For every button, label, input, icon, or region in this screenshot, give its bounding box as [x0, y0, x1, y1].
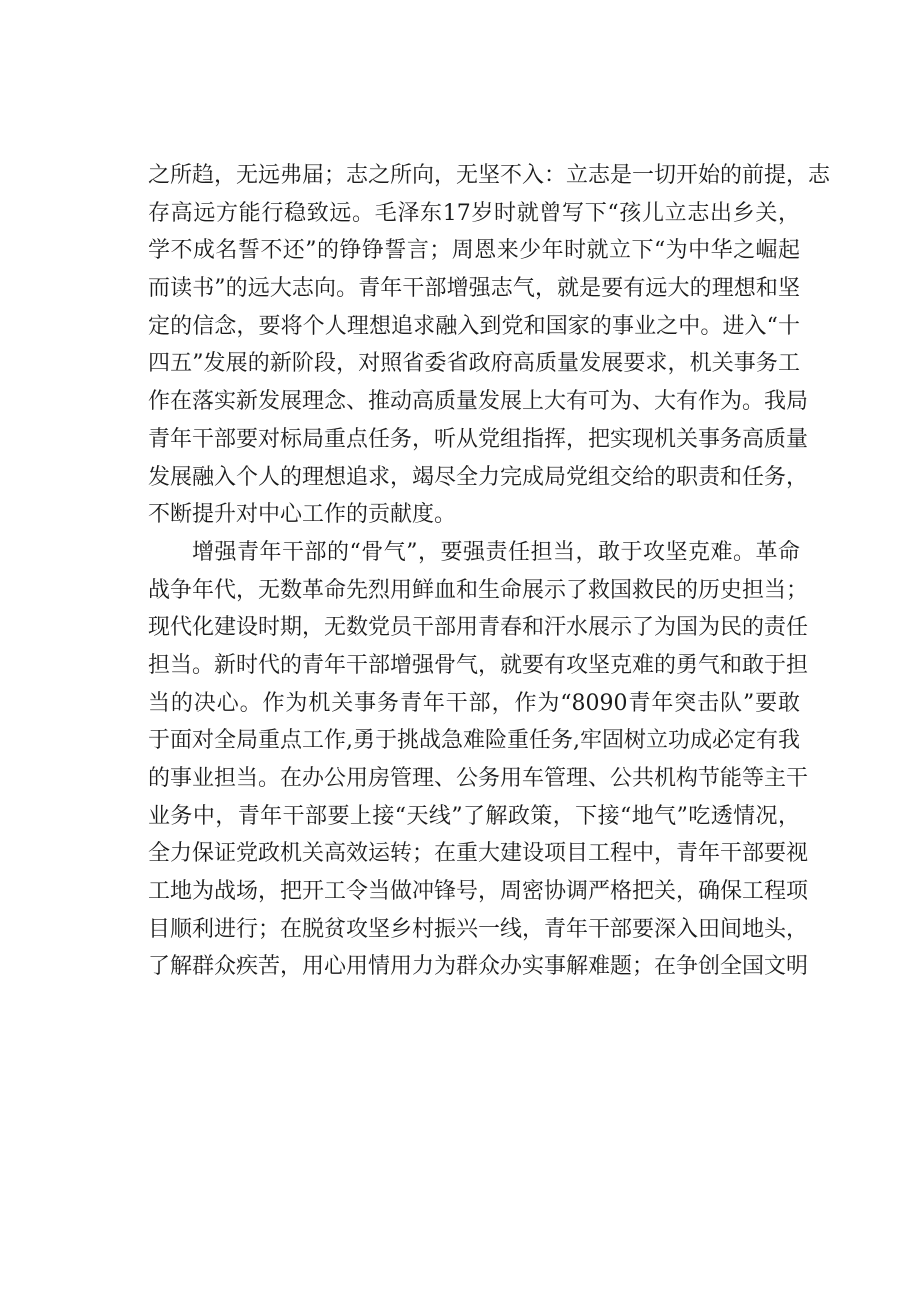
text-line: 战争年代，无数革命先烈用鲜血和生命展示了救国救民的历史担当； [148, 577, 809, 603]
text-line: 了解群众疾苦，用心用情用力为群众办实事解难题；在争创全国文明 [148, 954, 809, 980]
paragraph-backbone [148, 534, 809, 986]
text-line: 增强青年干部的“骨气”，要强责任担当，敢于攻坚克难。革命 [192, 539, 800, 565]
text-line: 之所趋，无远弗届；志之所向，无坚不入：立志是一切开始的前提，志 [148, 163, 831, 188]
text-line: 发展融入个人的理想追求，竭尽全力完成局党组交给的职责和任务， [148, 464, 809, 490]
text-line: 存高远方能行稳致远。毛泽东17岁时就曾写下“孩儿立志出乡关， [148, 200, 800, 226]
text-line: 工地为战场，把开工令当做冲锋号，周密协调严格把关，确保工程项 [148, 879, 809, 905]
text-line: 学不成名誓不还”的铮铮誓言；周恩来少年时就立下“为中华之崛起 [148, 238, 800, 264]
text-line: 全力保证党政机关高效运转；在重大建设项目工程中，青年干部要视 [148, 841, 809, 867]
text-line: 不断提升对中心工作的贡献度。 [148, 502, 457, 528]
text-line: 青年干部要对标局重点任务，听从党组指挥，把实现机关事务高质量 [148, 426, 809, 452]
body-text [148, 157, 831, 986]
text-line: 担当。新时代的青年干部增强骨气，就要有攻坚克难的勇气和敢于担 [148, 652, 809, 678]
paragraph-ambition [148, 157, 831, 534]
text-line: 而读书”的远大志向。青年干部增强志气，就是要有远大的理想和坚 [148, 276, 800, 302]
text-line: 当的决心。作为机关事务青年干部，作为“8090青年突击队”要敢 [148, 690, 800, 716]
text-line: 业务中，青年干部要上接“天线”了解政策，下接“地气”吃透情况， [148, 803, 800, 829]
text-line: 于面对全局重点工作,勇于挑战急难险重任务,牢固树立功成必定有我 [148, 728, 800, 754]
text-line: 现代化建设时期，无数党员干部用青春和汗水展示了为国为民的责任 [148, 615, 809, 641]
text-line: 作在落实新发展理念、推动高质量发展上大有可为、大有作为。我局 [148, 389, 809, 415]
text-line: 目顺利进行；在脱贫攻坚乡村振兴一线，青年干部要深入田间地头， [148, 916, 809, 942]
text-line: 定的信念，要将个人理想追求融入到党和国家的事业之中。进入“十 [148, 313, 800, 339]
text-line: 的事业担当。在办公用房管理、公务用车管理、公共机构节能等主干 [148, 766, 809, 791]
text-line: 四五”发展的新阶段，对照省委省政府高质量发展要求，机关事务工 [148, 351, 800, 377]
